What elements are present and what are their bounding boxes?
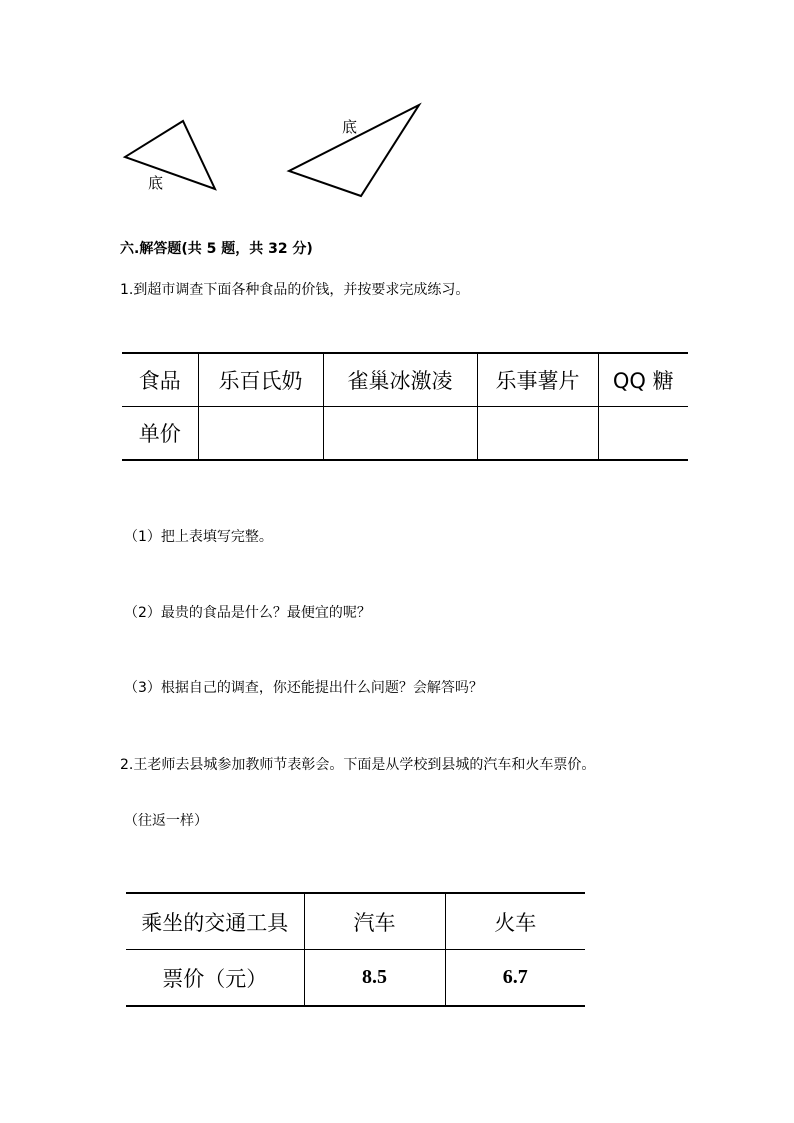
price-input-cell[interactable]: [323, 407, 477, 461]
table-cell: 乐百氏奶: [198, 353, 323, 407]
fare-table: [126, 892, 585, 1007]
question-1-text: 1.到超市调查下面各种食品的价钱，并按要求完成练习。: [120, 282, 470, 298]
table-cell: 雀巢冰激凌: [323, 353, 477, 407]
table-row: [126, 950, 585, 1007]
triangles-figure: [0, 0, 794, 210]
question-1-sub-3: （3）根据自己的调查，你还能提出什么问题？会解答吗？: [124, 680, 483, 696]
price-input-cell[interactable]: [198, 407, 323, 461]
table-row: [122, 353, 688, 407]
table-cell: 6.7: [445, 950, 585, 1007]
section-heading: 六.解答题(共 5 题，共 32 分): [120, 241, 313, 257]
food-price-table: [122, 352, 688, 461]
triangle-2-base-label: 底: [342, 118, 358, 136]
table-cell: 食品: [122, 353, 198, 407]
table-cell: 汽车: [304, 893, 445, 950]
table-row: [122, 407, 688, 461]
question-1-sub-2: （2）最贵的食品是什么？最便宜的呢？: [124, 605, 371, 621]
table-cell: 8.5: [304, 950, 445, 1007]
table-cell: 乘坐的交通工具: [126, 893, 304, 950]
table-cell: 乐事薯片: [477, 353, 598, 407]
table-cell: QQ 糖: [598, 353, 688, 407]
question-1-sub-1: （1）把上表填写完整。: [124, 529, 273, 545]
question-2-text: 2.王老师去县城参加教师节表彰会。下面是从学校到县城的汽车和火车票价。: [120, 757, 596, 773]
table-cell: 单价: [122, 407, 198, 461]
table-cell: 票价（元）: [126, 950, 304, 1007]
triangle-1: [125, 121, 215, 189]
table-cell: 火车: [445, 893, 585, 950]
question-2-note: （往返一样）: [124, 813, 208, 829]
price-input-cell[interactable]: [477, 407, 598, 461]
triangle-1-base-label: 底: [148, 174, 164, 192]
table-row: [126, 893, 585, 950]
price-input-cell[interactable]: [598, 407, 688, 461]
